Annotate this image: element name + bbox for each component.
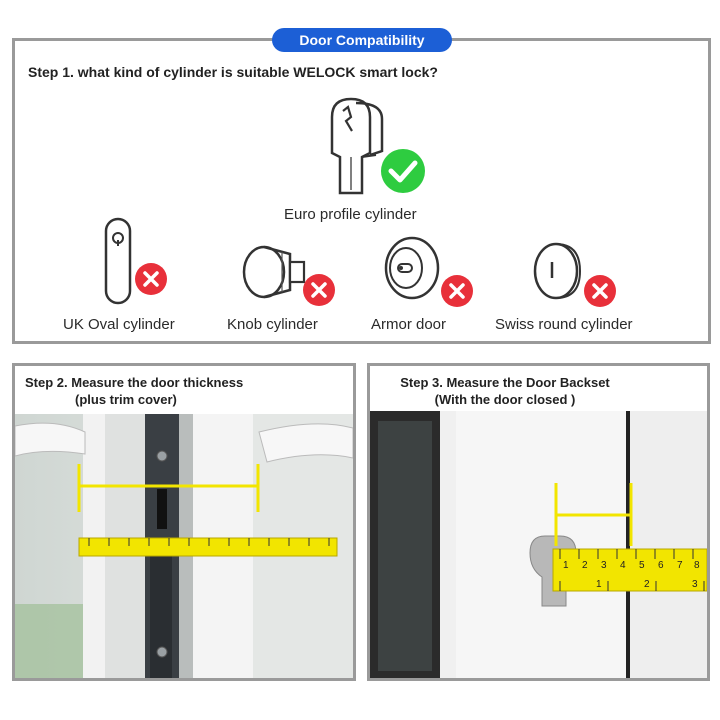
ruler-cm-5: 5 [639, 560, 645, 571]
door-thickness-photo [15, 414, 353, 681]
door-compatibility-badge: Door Compatibility [272, 28, 452, 52]
ruler-cm-8: 8 [694, 560, 700, 571]
step3-title [380, 374, 630, 408]
cross-icon [440, 274, 474, 308]
swiss-round-label: Swiss round cylinder [495, 316, 633, 333]
knob-cylinder-icon [238, 240, 310, 304]
ruler-cm-1: 1 [563, 560, 569, 571]
step2-title-line1: Step 2. Measure the door thickness [25, 375, 244, 390]
ruler-in-3: 3 [692, 579, 698, 590]
ruler-cm-4: 4 [620, 560, 626, 571]
step2-title-line2: (plus trim cover) [75, 392, 177, 407]
armor-door-icon [382, 234, 444, 304]
ruler-cm-2: 2 [582, 560, 588, 571]
knob-cylinder-label: Knob cylinder [227, 316, 318, 333]
cross-icon [583, 274, 617, 308]
cross-icon [134, 262, 168, 296]
swiss-round-cylinder-icon [532, 240, 588, 302]
uk-oval-label: UK Oval cylinder [63, 316, 175, 333]
step2-panel [12, 363, 356, 681]
ruler-cm-6: 6 [658, 560, 664, 571]
ruler-cm-3: 3 [601, 560, 607, 571]
step1-title: Step 1. what kind of cylinder is suitable WELOCK smart lock? [28, 64, 438, 80]
step3-title-line1: Step 3. Measure the Door Backset [400, 375, 610, 390]
step3-title-line2: (With the door closed ) [434, 392, 576, 407]
euro-cylinder-label: Euro profile cylinder [284, 206, 417, 223]
step2-title [25, 374, 285, 408]
cross-icon [302, 273, 336, 307]
ruler-in-1: 1 [596, 579, 602, 590]
check-icon [380, 148, 426, 194]
ruler-cm-7: 7 [677, 560, 683, 571]
door-backset-photo [370, 411, 707, 681]
ruler-in-2: 2 [644, 579, 650, 590]
step3-panel [367, 363, 710, 681]
armor-door-label: Armor door [371, 316, 447, 333]
